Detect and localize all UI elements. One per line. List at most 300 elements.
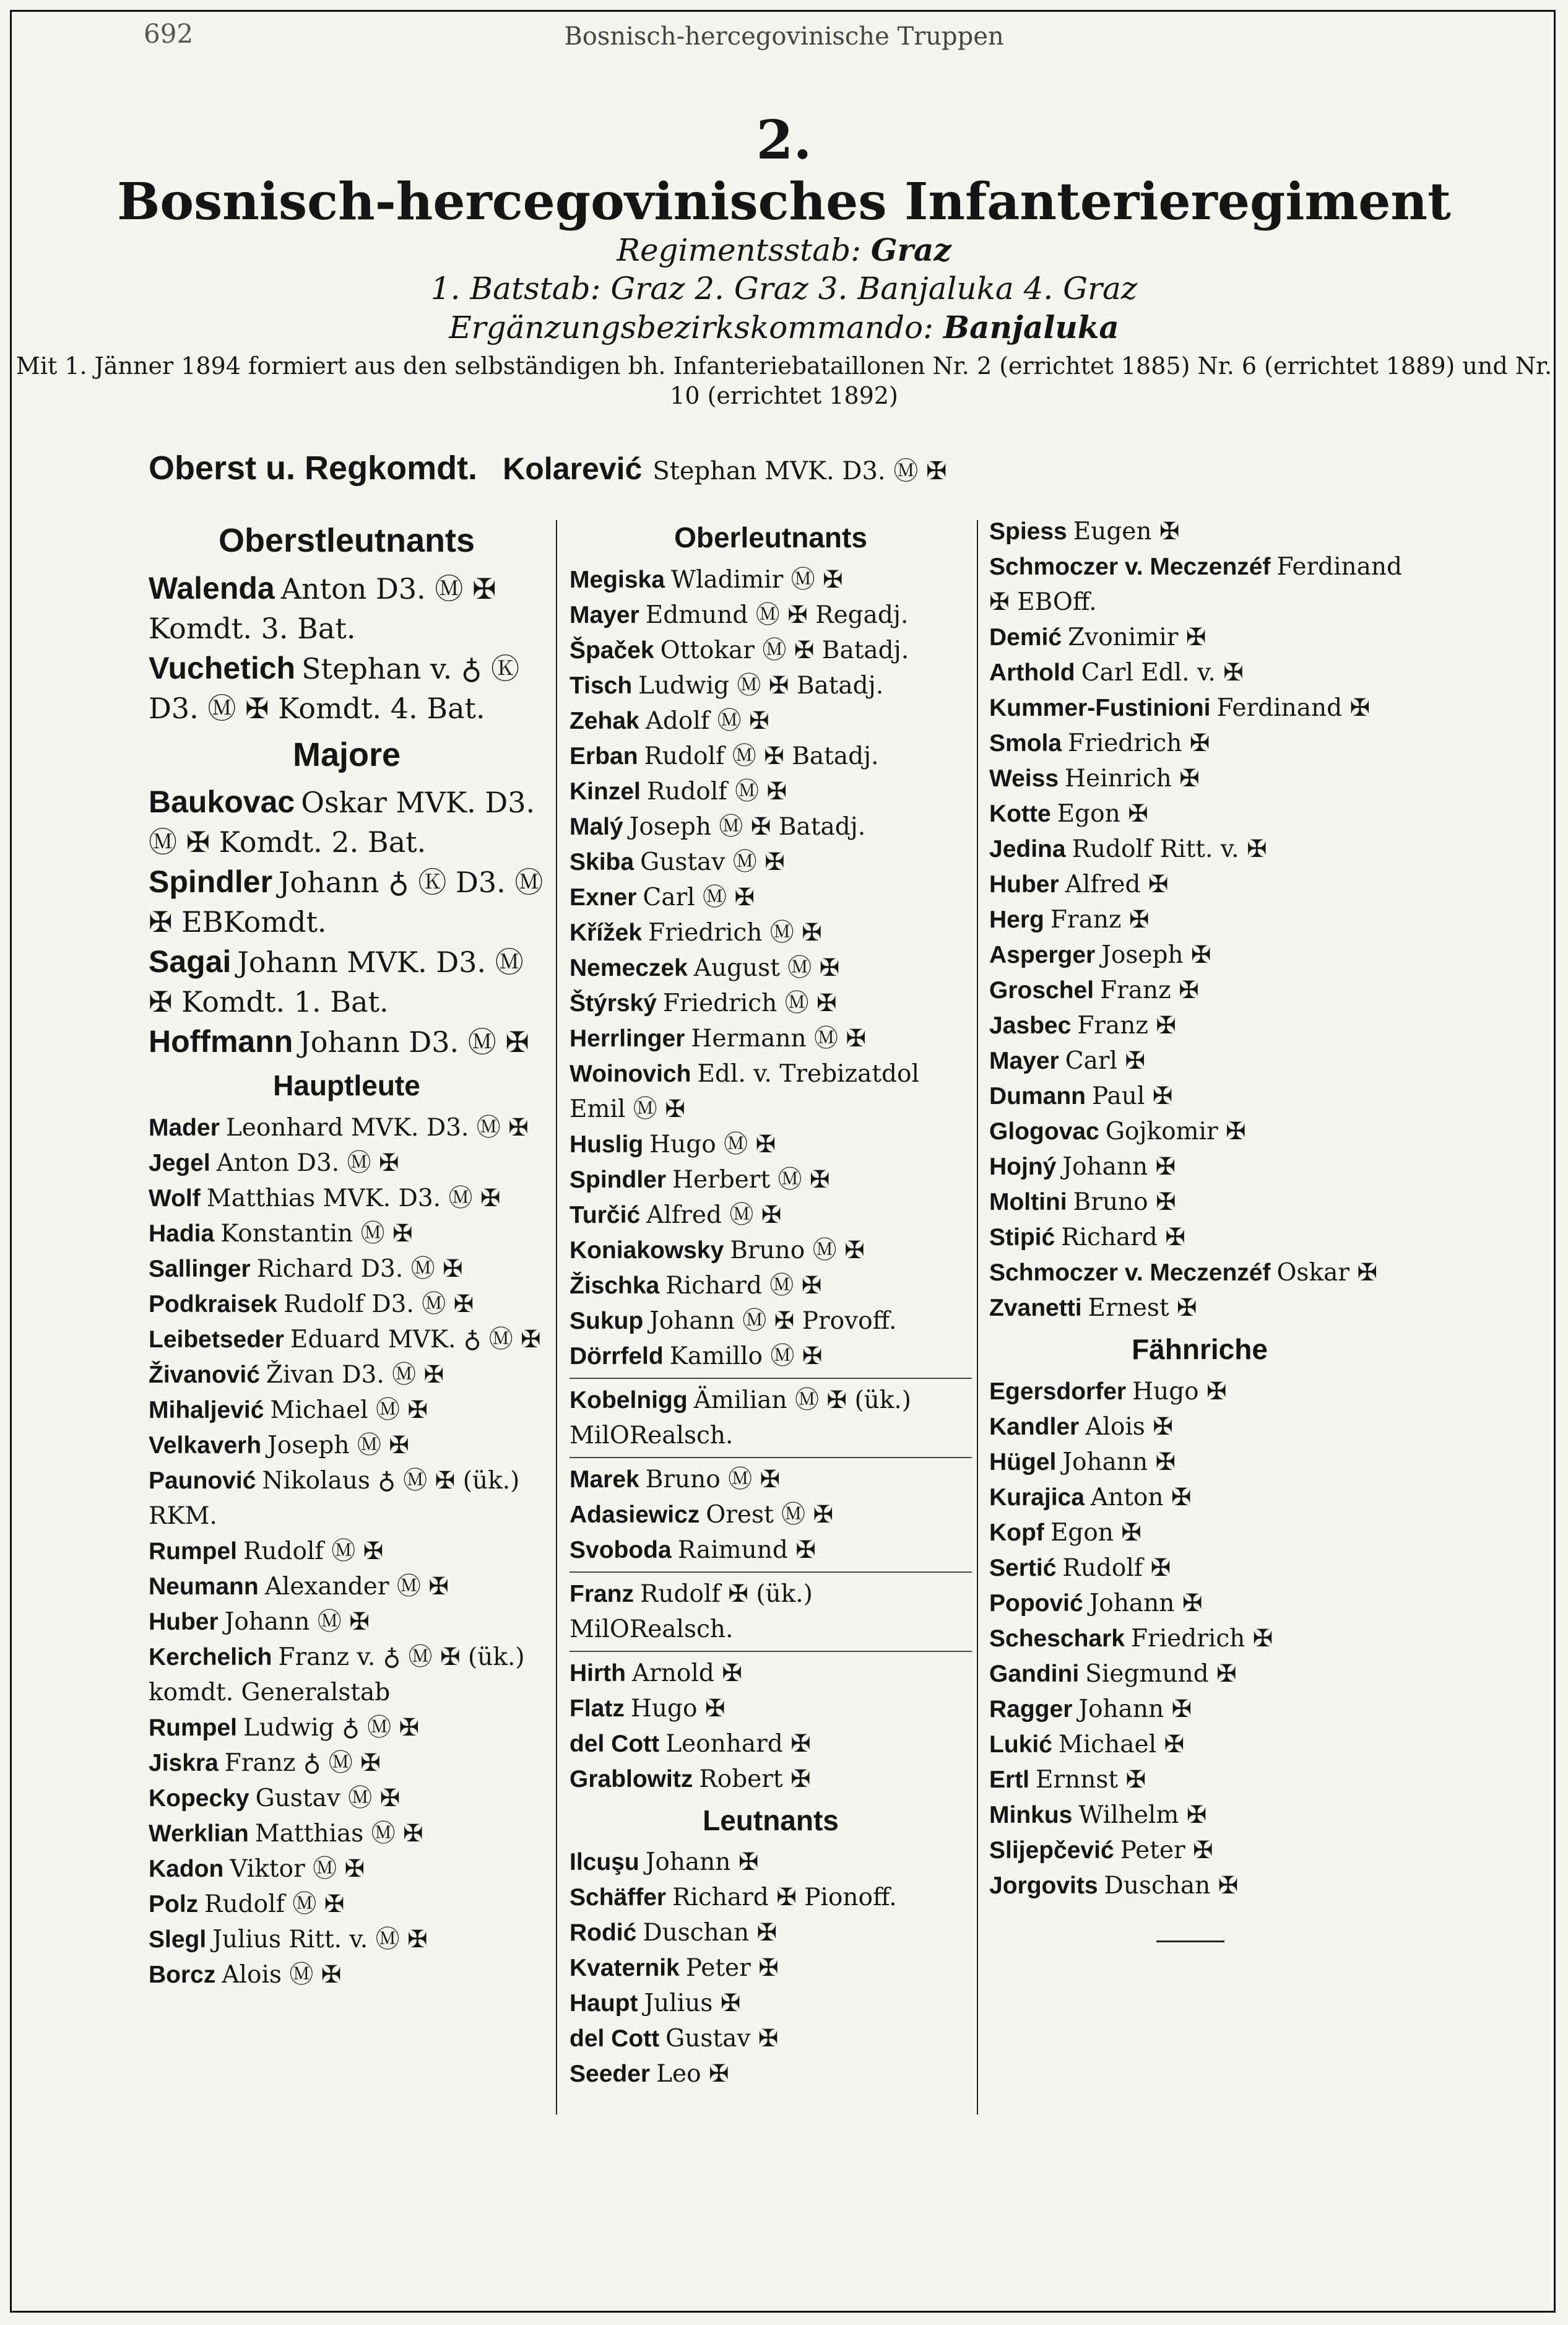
end-rule: [1156, 1940, 1224, 1942]
officer-entry: [570, 1233, 972, 1268]
officer-surname: Huber: [149, 1608, 219, 1635]
officer-details: Johann ♁ Ⓚ D3. Ⓜ ✠ EBKomdt.: [149, 866, 544, 939]
regimentsstab-label: Regimentsstab:: [617, 232, 861, 268]
officer-entry: [570, 1726, 972, 1762]
section-heading-leutnants: Leutnants: [703, 1804, 839, 1836]
officer-details: Johann MVK. D3. Ⓜ ✠ Komdt. 1. Bat.: [149, 945, 524, 1019]
officer-entry: [149, 1393, 545, 1428]
officer-details: Johann Ⓜ ✠: [224, 1607, 370, 1636]
officer-details: Bruno Ⓜ ✠: [730, 1236, 865, 1264]
officer-entry: [989, 1586, 1410, 1621]
officer-surname: Stipić: [989, 1224, 1055, 1251]
officer-details: Matthias MVK. D3. Ⓜ ✠: [206, 1184, 501, 1212]
officer-details: Julius ✠: [644, 1989, 741, 2017]
officer-entry: [570, 1127, 972, 1162]
officer-surname: Popović: [989, 1589, 1083, 1617]
officer-surname: Kopecky: [149, 1784, 249, 1812]
officer-details: Bruno Ⓜ ✠: [645, 1465, 781, 1493]
column-divider: [977, 520, 978, 2114]
list-leutnants-continued: [989, 514, 1410, 1326]
ergaenzung-label: Ergänzungsbezirkskommando:: [449, 309, 933, 345]
officer-surname: Ilcuşu: [570, 1849, 639, 1875]
regiment-title: Bosnisch-hercegovinisches Infanterieregiment: [117, 172, 1451, 232]
entry-separator: [570, 1571, 972, 1573]
section-heading-majore: Majore: [292, 736, 401, 773]
officer-entry: [570, 1197, 972, 1233]
officer-surname: Marek: [570, 1466, 639, 1493]
officer-surname: Spiess: [989, 518, 1067, 545]
officer-surname: Kinzel: [570, 778, 641, 805]
officer-surname: Dumann: [989, 1083, 1086, 1110]
officer-entry: [149, 1357, 545, 1393]
officer-entry: [989, 549, 1410, 620]
commander-info: Stephan MVK. D3. Ⓜ ✠: [652, 457, 947, 485]
officer-details: Johann ✠: [1062, 1448, 1176, 1476]
officer-entry: [989, 1184, 1410, 1220]
officer-entry: [149, 648, 545, 728]
officer-entry: [989, 1868, 1410, 1903]
officer-entry: [149, 1710, 545, 1745]
commander-name: Kolarević: [503, 451, 643, 486]
officer-entry: [989, 1079, 1410, 1114]
ergaenzung-line: [0, 308, 1568, 347]
list-oberleutnants: [570, 562, 972, 1797]
officer-entry: [989, 832, 1410, 867]
officer-details: Gustav Ⓜ ✠: [640, 848, 785, 876]
officer-surname: Franz: [570, 1580, 635, 1607]
officer-details: Bruno ✠: [1073, 1188, 1176, 1216]
officer-details: Zvonimir ✠: [1068, 624, 1206, 651]
officer-entry: [989, 514, 1410, 549]
batstab-line: 1. Batstab: Graz 2. Graz 3. Banjaluka 4. Graz: [430, 271, 1138, 307]
officer-details: Johann D3. Ⓜ ✠: [299, 1025, 529, 1059]
officer-details: Gojkomir ✠: [1105, 1118, 1246, 1145]
officer-entry: [989, 1692, 1410, 1727]
officer-entry: [570, 1532, 972, 1568]
officer-surname: Neumann: [149, 1573, 259, 1600]
officer-details: Herbert Ⓜ ✠: [672, 1165, 830, 1194]
officer-entry: [570, 1656, 972, 1691]
officer-surname: Živanović: [149, 1361, 260, 1388]
officer-surname: Herrlinger: [570, 1025, 685, 1052]
officer-details: Johann ✠: [1062, 1153, 1176, 1181]
officer-surname: Hirth: [570, 1659, 626, 1687]
officer-entry: [989, 1043, 1410, 1079]
officer-surname: Ragger: [989, 1695, 1073, 1723]
officer-entry: [989, 1833, 1410, 1868]
officer-surname: Tisch: [570, 672, 633, 699]
officer-surname: Mader: [149, 1114, 220, 1141]
officer-details: Peter ✠: [1120, 1836, 1213, 1864]
officer-details: Joseph ✠: [1101, 941, 1211, 969]
officer-surname: Lukić: [989, 1731, 1052, 1758]
officer-details: Friedrich ✠: [1130, 1624, 1273, 1653]
officer-entry: [989, 937, 1410, 973]
officer-surname: Paunović: [149, 1467, 256, 1494]
officer-surname: Jasbec: [989, 1012, 1072, 1039]
officer-surname: Hojný: [989, 1154, 1057, 1180]
officer-entry: [149, 1022, 545, 1062]
officer-surname: Sagai: [149, 944, 232, 979]
officer-details: Rudolf D3. Ⓜ ✠: [284, 1290, 474, 1318]
officer-surname: Jedina: [989, 836, 1066, 863]
officer-surname: Asperger: [989, 942, 1096, 968]
officer-surname: Weiss: [989, 765, 1059, 792]
officer-details: Franz v. ♁ Ⓜ ✠ (ük.) komdt. Generalstab: [149, 1643, 525, 1706]
officer-details: Matthias Ⓜ ✠: [254, 1819, 423, 1848]
officer-details: Oskar MVK. D3. Ⓜ ✠ Komdt. 2. Bat.: [149, 786, 535, 859]
officer-surname: Hoffmann: [149, 1024, 293, 1059]
officer-entry: [989, 1480, 1410, 1515]
officer-entry: [570, 1339, 972, 1374]
officer-surname: Moltini: [989, 1189, 1067, 1215]
officer-entry: [989, 1255, 1410, 1290]
officer-entry: [149, 1781, 545, 1816]
officer-surname: Štýrský: [570, 989, 657, 1017]
officer-entry: [149, 862, 545, 942]
officer-entry: [570, 774, 972, 809]
officer-surname: Borcz: [149, 1961, 216, 1988]
officer-details: Rudolf Ⓜ ✠: [204, 1890, 345, 1918]
officer-details: Egon ✠: [1050, 1518, 1141, 1547]
officer-details: Carl ✠: [1065, 1047, 1146, 1075]
officer-details: Julius Ritt. v. Ⓜ ✠: [212, 1925, 428, 1953]
officer-entry: [570, 1303, 972, 1339]
officer-entry: [149, 1922, 545, 1957]
officer-entry: [989, 655, 1410, 690]
officer-details: Ernest ✠: [1088, 1294, 1197, 1322]
officer-surname: Kerchelich: [149, 1643, 272, 1671]
officer-entry: [570, 1497, 972, 1532]
officer-details: Franz ✠: [1077, 1012, 1176, 1040]
officer-surname: Kvaternik: [570, 1955, 680, 1981]
officer-entry: [989, 1515, 1410, 1550]
officer-entry: [989, 973, 1410, 1008]
officer-surname: Slegl: [149, 1926, 207, 1953]
officer-details: Nikolaus ♁ Ⓜ ✠ (ük.) RKM.: [149, 1466, 520, 1530]
column-left: [149, 514, 545, 1993]
officer-details: Franz ♁ Ⓜ ✠: [224, 1749, 381, 1777]
officer-entry: [989, 902, 1410, 937]
officer-entry: [149, 1957, 545, 1993]
officer-entry: [570, 986, 972, 1021]
officer-details: Rudolf Ⓜ ✠: [243, 1537, 384, 1565]
officer-details: Leonhard MVK. D3. Ⓜ ✠: [225, 1113, 529, 1142]
officer-surname: Kopf: [989, 1519, 1044, 1546]
officer-surname: Mayer: [989, 1048, 1059, 1074]
officer-surname: Rumpel: [149, 1714, 238, 1741]
column-middle: [570, 514, 972, 2092]
officer-surname: Woinovich: [570, 1060, 691, 1087]
officer-entry: [570, 1021, 972, 1056]
officer-entry: [989, 1114, 1410, 1149]
officer-surname: Herg: [989, 906, 1044, 933]
officer-details: Kamillo Ⓜ ✠: [669, 1342, 823, 1370]
officer-entry: [149, 1428, 545, 1463]
section-heading-hauptleute: Hauptleute: [273, 1069, 420, 1102]
section-heading-faehnriche: Fähnriche: [1132, 1333, 1268, 1365]
officer-surname: Erban: [570, 742, 638, 770]
officer-details: Johann Ⓜ ✠ Provoff.: [649, 1306, 897, 1335]
regiment-number: 2.: [756, 109, 812, 172]
officer-details: Stephan v. ♁ Ⓚ D3. Ⓜ ✠ Komdt. 4. Bat.: [149, 651, 520, 725]
officer-surname: Kotte: [989, 801, 1051, 827]
officer-details: Ludwig ♁ Ⓜ ✠: [243, 1713, 420, 1742]
officer-surname: Huslig: [570, 1131, 644, 1158]
officer-entry: [570, 1880, 972, 1915]
officer-entry: [989, 620, 1410, 655]
officer-surname: Mayer: [570, 601, 639, 628]
officer-surname: del Cott: [570, 1730, 660, 1757]
officer-entry: [989, 1008, 1410, 1043]
officer-entry: [570, 950, 972, 986]
officer-surname: Demić: [989, 624, 1062, 651]
officer-surname: Groschel: [989, 977, 1094, 1004]
officer-details: Paul ✠: [1092, 1082, 1173, 1110]
officer-details: Raimund ✠: [677, 1536, 816, 1564]
officer-details: Hermann Ⓜ ✠: [691, 1024, 867, 1053]
officer-entry: [989, 1290, 1410, 1326]
officer-surname: Polz: [149, 1890, 199, 1918]
officer-details: Leo ✠: [656, 2060, 729, 2088]
officer-details: Eduard MVK. ♁ Ⓜ ✠: [290, 1325, 541, 1354]
officer-entry: [570, 2021, 972, 2056]
officer-surname: Zehak: [570, 707, 639, 734]
officer-entry: [570, 1691, 972, 1726]
officer-entry: [570, 633, 972, 668]
section-heading-oberleutnants: Oberleutnants: [674, 521, 867, 554]
officer-details: Ottokar Ⓜ ✠ Batadj.: [660, 636, 909, 664]
officer-details: Johann ✠: [1089, 1589, 1203, 1617]
officer-entry: [989, 726, 1410, 761]
officer-surname: Jegel: [149, 1149, 210, 1176]
officer-entry: [149, 1851, 545, 1887]
officer-entry: [989, 1374, 1410, 1409]
entry-separator: [570, 1457, 972, 1458]
officer-details: Adolf Ⓜ ✠: [645, 706, 769, 735]
officer-entry: [570, 809, 972, 845]
officer-entry: [149, 1181, 545, 1216]
officer-entry: [570, 2056, 972, 2092]
officer-details: Alfred ✠: [1065, 871, 1169, 898]
officer-surname: Haupt: [570, 1990, 638, 2017]
officer-details: Egon ✠: [1057, 800, 1148, 828]
officer-entry: [570, 1950, 972, 1986]
officer-entry: [570, 1268, 972, 1303]
officer-entry: [149, 568, 545, 648]
officer-surname: Špaček: [570, 637, 654, 664]
officer-entry: [149, 1322, 545, 1357]
officer-surname: Nemeczek: [570, 954, 688, 981]
officer-surname: Sallinger: [149, 1255, 251, 1282]
officer-details: August Ⓜ ✠: [693, 954, 840, 982]
officer-details: Johann ✠: [1078, 1695, 1192, 1723]
officer-details: Friedrich ✠: [1068, 729, 1210, 757]
officer-entry: [570, 703, 972, 739]
officer-details: Alfred Ⓜ ✠: [646, 1201, 782, 1229]
officer-surname: Arthold: [989, 659, 1075, 686]
officer-surname: Křížek: [570, 919, 643, 946]
officer-surname: Slijepčević: [989, 1836, 1114, 1864]
list-majore: [149, 782, 545, 1062]
officer-surname: Leibetseder: [149, 1326, 284, 1353]
list-oberstleutnants: [149, 568, 545, 728]
officer-details: Viktor Ⓜ ✠: [230, 1854, 365, 1883]
officer-surname: Kandler: [989, 1413, 1080, 1440]
officer-surname: Smola: [989, 730, 1062, 757]
officer-details: Duschan ✠: [1104, 1871, 1239, 1900]
officer-details: Richard ✠: [1061, 1223, 1185, 1251]
officer-details: Leonhard ✠: [665, 1729, 811, 1758]
officer-entry: [570, 668, 972, 703]
page-number: 692: [144, 19, 194, 49]
officer-details: Franz ✠: [1050, 906, 1150, 934]
officer-entry: [149, 1534, 545, 1569]
officer-details: Anton ✠: [1090, 1483, 1192, 1511]
officer-entry: [149, 1287, 545, 1322]
officer-entry: [989, 761, 1410, 796]
officer-entry: [989, 1220, 1410, 1255]
officer-surname: Žischka: [570, 1272, 660, 1299]
list-hauptleute: [149, 1110, 545, 1993]
regiment-commander: [149, 449, 1449, 487]
officer-details: Carl Ⓜ ✠: [643, 883, 755, 911]
officer-details: Orest Ⓜ ✠: [706, 1500, 834, 1529]
officer-details: Franz ✠: [1100, 976, 1199, 1004]
officer-details: Carl Edl. v. ✠: [1081, 659, 1244, 687]
officer-surname: Turčić: [570, 1201, 641, 1228]
officer-surname: Egersdorfer: [989, 1378, 1127, 1405]
officer-surname: Svoboda: [570, 1536, 672, 1563]
officer-surname: Seeder: [570, 2061, 651, 2087]
officer-entry: [149, 1251, 545, 1287]
officer-entry: [989, 1762, 1410, 1797]
officer-details: Michael ✠: [1058, 1730, 1185, 1758]
officer-entry: [989, 1797, 1410, 1833]
section-heading-oberstleutnants: Oberstleutnants: [218, 522, 475, 559]
ergaenzung-place: Banjaluka: [943, 308, 1119, 345]
officer-details: Rudolf ✠ (ük.) MilORealsch.: [570, 1580, 813, 1643]
officer-entry: [570, 598, 972, 633]
officer-surname: Vuchetich: [149, 650, 296, 685]
officer-details: Heinrich ✠: [1065, 765, 1200, 793]
officer-details: Alexander Ⓜ ✠: [264, 1572, 449, 1601]
officer-entry: [989, 1621, 1410, 1656]
officer-entry: [570, 1162, 972, 1197]
officer-details: Peter ✠: [685, 1954, 779, 1982]
officer-details: Richard Ⓜ ✠: [665, 1271, 822, 1300]
officer-entry: [570, 1383, 972, 1453]
officer-entry: [149, 1604, 545, 1640]
officer-surname: Kobelnigg: [570, 1386, 688, 1414]
commander-rank: Oberst u. Regkomdt.: [149, 450, 478, 487]
officer-details: Ferdinand ✠: [1216, 694, 1371, 722]
list-faehnriche: [989, 1374, 1410, 1903]
officer-entry: [989, 1149, 1410, 1184]
officer-surname: Rodić: [570, 1919, 637, 1946]
officer-surname: Podkraisek: [149, 1290, 278, 1318]
officer-entry: [989, 690, 1410, 726]
officer-entry: [149, 1216, 545, 1251]
officer-entry: [149, 1887, 545, 1922]
officer-surname: Sertić: [989, 1554, 1057, 1581]
officer-surname: Ertl: [989, 1766, 1030, 1793]
officer-details: Joseph Ⓜ ✠: [267, 1431, 409, 1459]
officer-surname: Kummer-Fustinioni: [989, 695, 1211, 721]
officer-surname: Rumpel: [149, 1537, 238, 1565]
officer-surname: Zvanetti: [989, 1295, 1082, 1321]
officer-surname: del Cott: [570, 2025, 660, 2052]
officer-surname: Megiska: [570, 566, 665, 593]
officer-details: Rudolf ✠: [1062, 1554, 1171, 1582]
officer-entry: [149, 1463, 545, 1534]
officer-entry: [570, 1762, 972, 1797]
officer-surname: Gandini: [989, 1660, 1080, 1687]
officer-entry: [570, 562, 972, 598]
officer-details: Rudolf Ritt. v. ✠: [1072, 835, 1267, 863]
officer-surname: Scheschark: [989, 1625, 1125, 1652]
officer-entry: [570, 1462, 972, 1497]
officer-surname: Flatz: [570, 1695, 625, 1722]
officer-entry: [989, 796, 1410, 832]
officer-details: Anton D3. Ⓜ ✠ Komdt. 3. Bat.: [149, 571, 496, 645]
officer-surname: Mihaljević: [149, 1396, 264, 1423]
officer-details: Hugo Ⓜ ✠: [649, 1130, 776, 1158]
officer-details: Živan D3. Ⓜ ✠: [266, 1360, 444, 1389]
running-title: Bosnisch-hercegovinische Truppen: [564, 22, 1004, 51]
officer-details: Siegmund ✠: [1085, 1659, 1237, 1688]
officer-details: Ernnst ✠: [1036, 1765, 1146, 1794]
officer-details: Hugo ✠: [630, 1694, 726, 1723]
officer-details: Friedrich Ⓜ ✠: [648, 918, 822, 947]
officer-entry: [570, 1576, 972, 1647]
column-right: [989, 514, 1410, 1942]
officer-surname: Walenda: [149, 570, 275, 606]
officer-surname: Kurajica: [989, 1484, 1085, 1511]
officer-entry: [149, 1745, 545, 1781]
officer-details: Alois ✠: [1085, 1412, 1173, 1441]
officer-details: Anton D3. Ⓜ ✠: [216, 1149, 399, 1177]
officer-surname: Kadon: [149, 1855, 224, 1882]
officer-details: Konstantin Ⓜ ✠: [220, 1219, 413, 1248]
officer-surname: Werklian: [149, 1820, 249, 1847]
officer-details: Richard ✠ Pionoff.: [672, 1884, 897, 1911]
formation-note: Mit 1. Jänner 1894 formiert aus den selbständigen bh. Infanteriebataillonen Nr. 2 (errichtet 1885) Nr. 6 (errichtet 1889) und Nr. 10 (errichtet 1892): [15, 352, 1553, 409]
officer-details: Rudolf Ⓜ ✠: [646, 777, 787, 806]
officer-entry: [149, 1569, 545, 1604]
officer-details: Wilhelm ✠: [1078, 1801, 1207, 1829]
officer-surname: Schmoczer v. Meczenzéf: [989, 1259, 1271, 1286]
officer-surname: Skiba: [570, 848, 635, 876]
officer-details: Friedrich Ⓜ ✠: [662, 989, 837, 1017]
officer-details: Wladimir Ⓜ ✠: [670, 565, 843, 594]
officer-surname: Baukovac: [149, 784, 295, 819]
entry-separator: [570, 1651, 972, 1652]
officer-details: Oskar ✠: [1276, 1259, 1378, 1287]
officer-details: Arnold ✠: [632, 1659, 742, 1687]
running-head: [0, 19, 1568, 56]
officer-details: Robert ✠: [699, 1765, 811, 1793]
officer-details: Ämilian Ⓜ ✠ (ük.) MilORealsch.: [570, 1386, 912, 1449]
officer-surname: Jorgovits: [989, 1872, 1098, 1899]
officer-surname: Spindler: [149, 864, 273, 899]
officer-surname: Minkus: [989, 1801, 1073, 1828]
officer-details: Joseph Ⓜ ✠ Batadj.: [629, 812, 866, 841]
officer-details: Ferdinand ✠ EBOff.: [989, 553, 1402, 616]
list-leutnants: [570, 1845, 972, 2092]
officer-details: Johann ✠: [645, 1848, 759, 1876]
officer-surname: Huber: [989, 871, 1059, 898]
